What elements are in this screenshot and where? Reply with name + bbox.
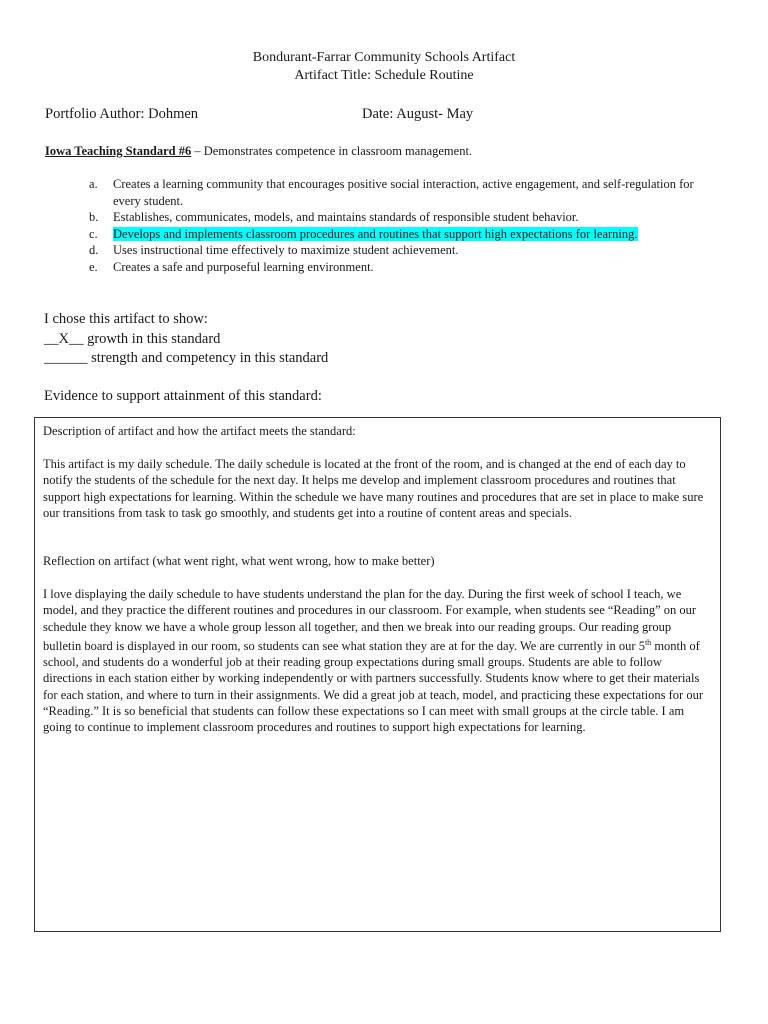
description-heading: Description of artifact and how the artifact meets the standard: — [43, 424, 356, 438]
header-artifact-title: Artifact Title: Schedule Routine — [294, 68, 474, 83]
evidence-label: Evidence to support attainment of this standard: — [44, 388, 322, 404]
criteria-item-highlighted — [89, 226, 709, 243]
teaching-standard — [45, 144, 472, 159]
criteria-letter: d. — [89, 243, 99, 257]
choice-strength: ______ strength and competency in this standard — [44, 350, 329, 366]
criteria-item — [89, 259, 709, 276]
reflection-text: I love displaying the daily schedule to have students understand the plan for the day. During the first week of school I teach, we model, and they practice the different routines and procedures in our classroom. For example, when students see “Reading” on our schedule they know we have a whole group lesson all together, and then we break into our reading groups. Our reading group bulletin board is displayed in our room, so students can see what station they are at for the day. We are currently in our 5th month of school, and students do a wonderful job at their reading group expectations during small groups. Students are able to follow directions in each station either by working independently or with partners successfully. Students know where to get their materials for each station, and where to turn in their assignments. We did a great job at teach, model, and practicing these expectations for our “Reading.” It is so beneficial that students can follow these expectations so I can meet with small groups at the circle table. I am going to continue to implement classroom procedures and routines to support high expectations for learning. — [43, 587, 704, 734]
ordinal-suffix: th — [644, 637, 652, 647]
standard-description: – Demonstrates competence in classroom management. — [191, 144, 473, 158]
criteria-letter: b. — [89, 210, 99, 224]
evidence-box — [34, 417, 721, 932]
criteria-text: Uses instructional time effectively to maximize student achievement. — [113, 243, 459, 257]
criteria-item — [89, 209, 709, 226]
document-header — [0, 49, 768, 85]
criteria-list — [89, 176, 709, 275]
standard-title: Iowa Teaching Standard #6 — [45, 144, 192, 158]
portfolio-date: Date: August- May — [362, 106, 474, 122]
choice-intro: I chose this artifact to show: — [44, 311, 208, 327]
criteria-item — [89, 176, 709, 209]
criteria-letter: e. — [89, 259, 98, 274]
description-text: This artifact is my daily schedule. The daily schedule is located at the front of the room, and is changed at the end of each day to notify the students of the schedule for the next day. It helps me develop and implement classroom procedures and routines that support high expectations for learning. Within the schedule we have many routines and procedures that are set in place to make sure our transitions from task to task go smoothly, and students get into a routine of content areas and specials. — [43, 457, 704, 520]
criteria-letter: a. — [89, 177, 98, 191]
criteria-text: Creates a safe and purposeful learning environment. — [113, 259, 374, 274]
criteria-text-highlighted: Develops and implements classroom procedures and routines that support high expectations for learning. — [113, 226, 638, 241]
reflection-heading: Reflection on artifact (what went right, what went wrong, how to make better) — [43, 554, 435, 569]
criteria-item — [89, 242, 709, 259]
criteria-text: Creates a learning community that encourages positive social interaction, active engagement, and self-regulation for every student. — [113, 177, 694, 208]
portfolio-author: Portfolio Author: Dohmen — [45, 106, 199, 122]
criteria-letter: c. — [89, 226, 98, 241]
header-school: Bondurant-Farrar Community Schools Artifact — [252, 50, 516, 65]
choice-growth: __X__ growth in this standard — [44, 330, 221, 347]
artifact-choice — [44, 310, 328, 369]
criteria-text: Establishes, communicates, models, and maintains standards of responsible student behavior. — [113, 210, 579, 224]
